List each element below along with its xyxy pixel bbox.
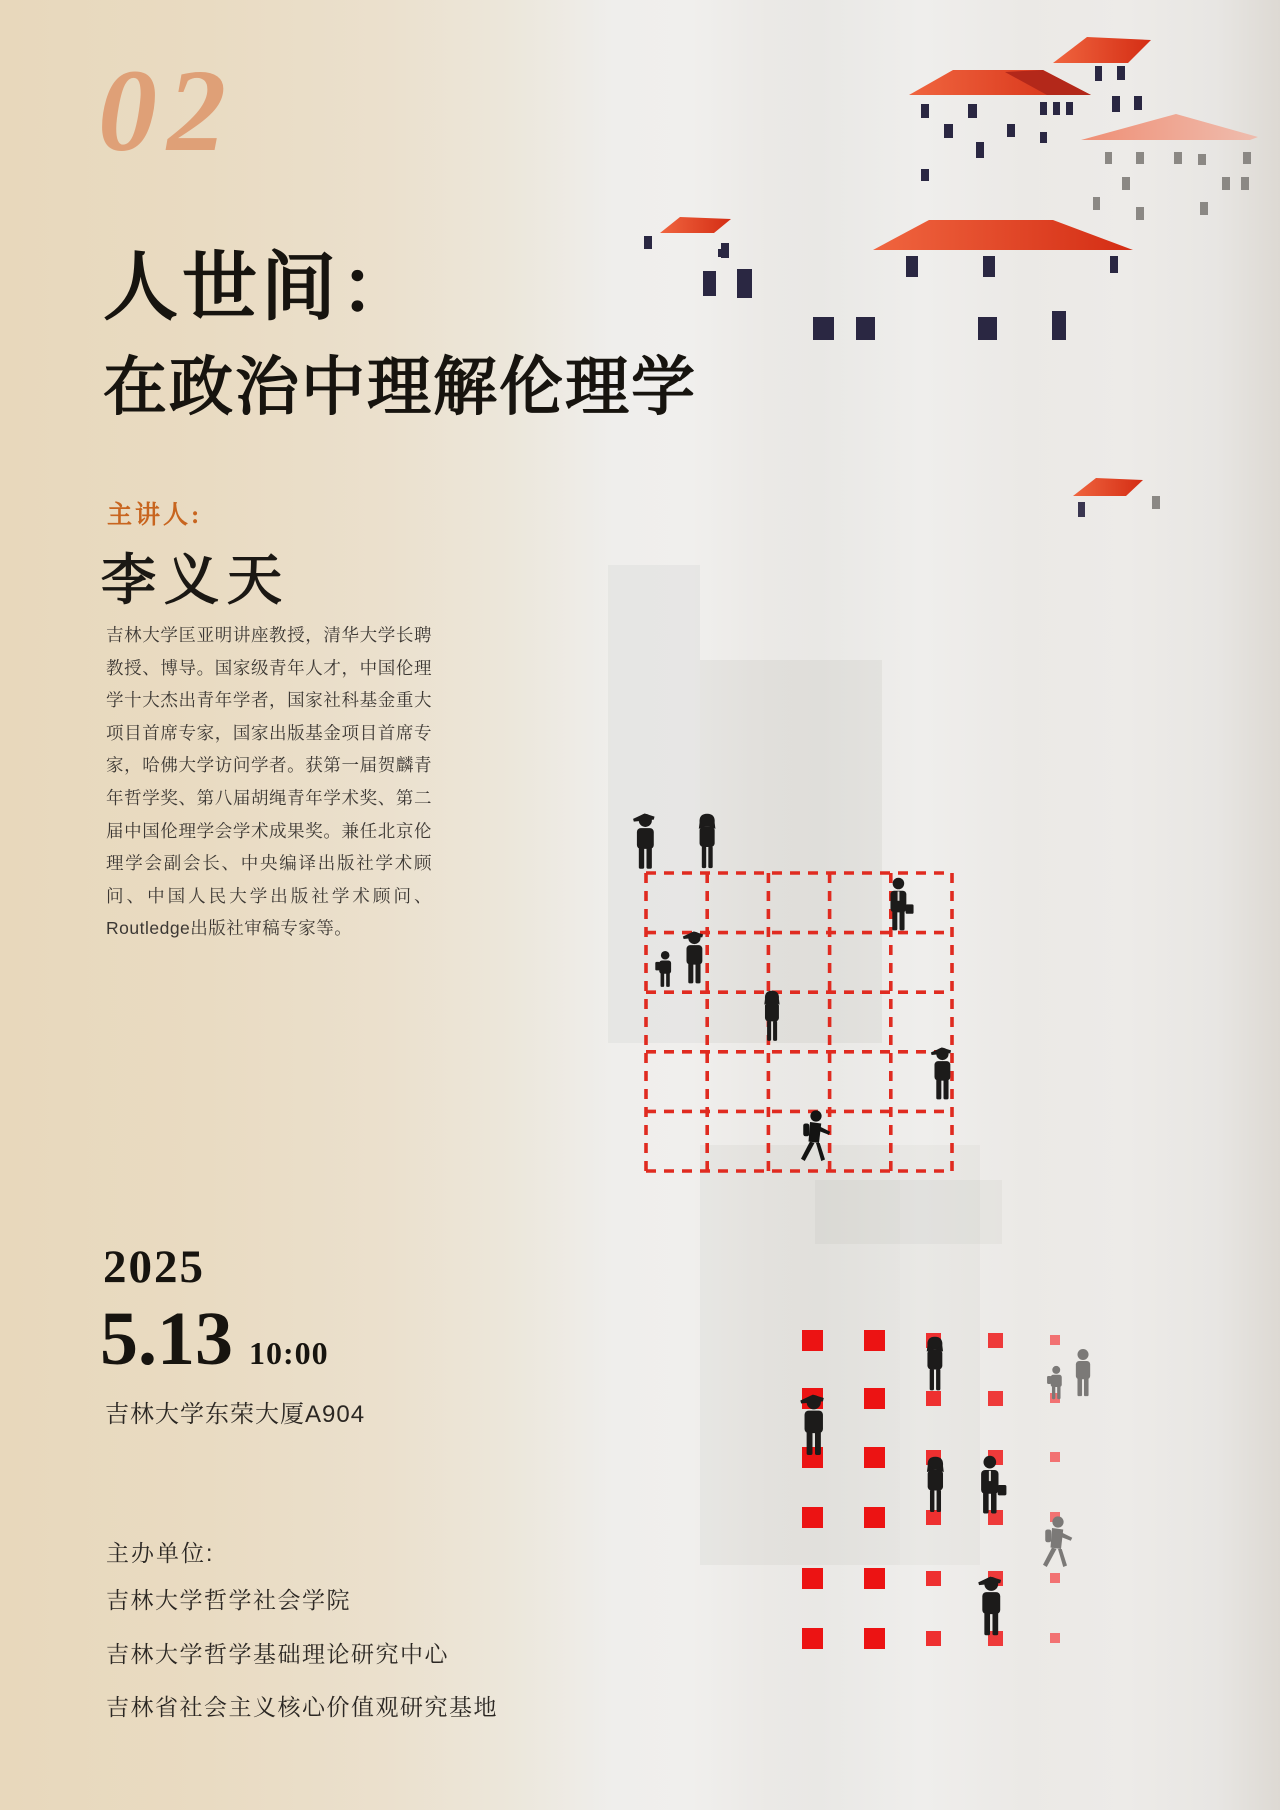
person-cap-icon [928, 1046, 957, 1108]
house-roof-icon [873, 220, 1133, 250]
window-icon [1152, 496, 1160, 509]
red-square [802, 1507, 823, 1528]
house-roof-icon [1081, 114, 1258, 140]
window-icon [737, 269, 752, 298]
red-square [864, 1628, 885, 1649]
window-icon [1066, 102, 1073, 115]
speaker-name: 李义天 [101, 550, 291, 611]
red-square [864, 1568, 885, 1589]
person-cap-icon [630, 812, 661, 878]
window-icon [1174, 152, 1182, 164]
red-square [864, 1388, 885, 1409]
person-cap-icon [975, 1575, 1008, 1645]
window-icon [703, 271, 716, 296]
poster-title-line2: 在政治中理解伦理学 [103, 352, 697, 423]
window-icon [1243, 152, 1251, 164]
house-roof-icon [1053, 37, 1151, 63]
red-square [864, 1507, 885, 1528]
red-square [926, 1571, 941, 1586]
window-icon [978, 317, 997, 340]
window-icon [1040, 132, 1047, 143]
window-icon [1112, 96, 1120, 112]
event-venue: 吉林大学东荣大厦A904 [105, 1401, 366, 1428]
person-suit-icon [884, 877, 916, 939]
person-woman-icon [920, 1456, 951, 1522]
window-icon [1093, 197, 1100, 210]
person-walking-icon [1040, 1516, 1075, 1576]
house-roof-icon [1073, 478, 1143, 496]
window-icon [718, 249, 725, 257]
window-icon [1007, 124, 1015, 137]
window-icon [813, 317, 834, 340]
organizer-item: 吉林大学哲学基础理论研究中心 [106, 1641, 449, 1667]
window-icon [1134, 96, 1142, 110]
person-woman-icon [920, 1336, 950, 1400]
house-roof-icon [660, 217, 731, 233]
window-icon [1241, 177, 1249, 190]
window-icon [1105, 152, 1112, 164]
red-square [802, 1330, 823, 1351]
red-square [802, 1628, 823, 1649]
adult-child-pair-icon [652, 930, 709, 992]
window-icon [968, 104, 977, 118]
person-walking-icon [798, 1110, 833, 1170]
window-icon [1053, 102, 1060, 115]
red-square [1050, 1633, 1060, 1643]
window-icon [1095, 66, 1102, 81]
organizer-item: 吉林省社会主义核心价值观研究基地 [106, 1694, 498, 1720]
issue-number: 02 [98, 45, 236, 176]
window-icon [1078, 502, 1085, 517]
speaker-label: 主讲人: [107, 502, 203, 529]
window-icon [1136, 207, 1144, 220]
adult-child-pair-icon [1044, 1348, 1097, 1404]
window-icon [1200, 202, 1208, 215]
window-icon [906, 256, 918, 277]
organizer-item: 吉林大学哲学社会学院 [106, 1587, 351, 1613]
window-icon [921, 169, 929, 181]
window-icon [1198, 154, 1206, 165]
window-icon [1117, 66, 1125, 80]
window-icon [1222, 177, 1230, 190]
red-square [802, 1568, 823, 1589]
red-square [864, 1447, 885, 1468]
window-icon [1110, 256, 1118, 273]
window-icon [983, 256, 995, 277]
red-square [1050, 1335, 1060, 1345]
red-square [988, 1333, 1003, 1348]
window-icon [1052, 311, 1066, 340]
window-icon [921, 104, 929, 118]
window-icon [1122, 177, 1130, 190]
event-date [100, 1296, 329, 1383]
window-icon [856, 317, 875, 340]
red-square [1050, 1452, 1060, 1462]
red-square [926, 1631, 941, 1646]
person-cap-icon [797, 1393, 830, 1465]
organizer-label: 主办单位: [106, 1540, 215, 1566]
red-square [988, 1391, 1003, 1406]
speaker-bio: 吉林大学匡亚明讲座教授，清华大学长聘教授、博导。国家级青年人才，中国伦理学十大杰出青年学者，国家社科基金重大项目首席专家，国家出版基金项目首席专家，哈佛大学访问学者。获第一届贺麟青年哲学奖、第八届胡绳青年学术奖、第二届中国伦理学会学术成果奖。兼任北京伦理学会副会长、中央编译出版社学术顾问、中国人民大学出版社学术顾问、Routledge出版社审稿专家等。 [106, 625, 432, 939]
window-icon [944, 124, 953, 138]
event-time: 10:00 [249, 1335, 329, 1371]
event-year: 2025 [103, 1241, 205, 1293]
event-date-value: 5.13 [100, 1297, 233, 1381]
poster-title-line1: 人世间： [103, 247, 420, 330]
window-icon [644, 236, 652, 249]
person-woman-icon [758, 990, 786, 1050]
person-suit-icon [974, 1455, 1009, 1523]
window-icon [976, 142, 984, 158]
person-woman-icon [692, 813, 722, 878]
window-icon [1040, 102, 1047, 115]
red-square [864, 1330, 885, 1351]
window-icon [1136, 152, 1144, 164]
